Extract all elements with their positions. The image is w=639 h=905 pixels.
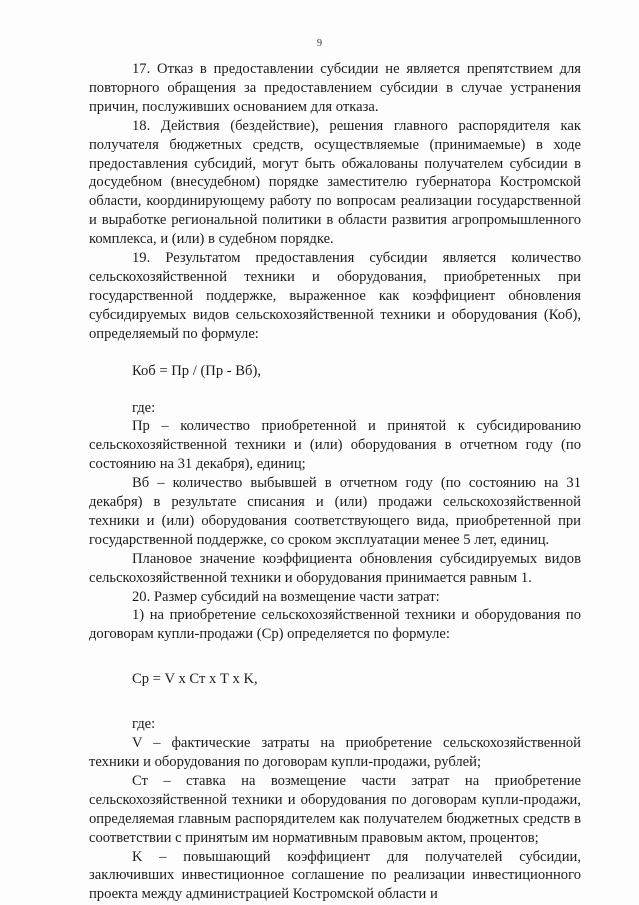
paragraph-plan-value: Плановое значение коэффициента обновления субсидируемых видов сельскохозяйственной техники и оборудования принимается равным 1. [89,550,581,586]
formula-kob: Коб = Пр / (Пр - Вб), [132,362,261,379]
formula-sr: Ср = V x Ст x Т x K, [132,671,258,688]
definition-k: K – повышающий коэффициент для получателей субсидии, заключивших инвестиционное соглашение по реализации инвестиционного проекта между администрацией Костромской области и [89,848,581,903]
paragraph-18: 18. Действия (бездействие), решения главного распорядителя как получателя бюджетных средств, осуществляемые (принимаемые) в ходе предоставления субсидий, могут быть обжалованы получателем субсидии в досудебном (внесудебном) порядке заместителю губернатора Костромской области, координирующему работу по вопросам реализации государственной и выработке региональной политики в области развития агропромышленного комплекса, и (или) в судебном порядке. [89,117,581,248]
where-label: где: [132,399,156,416]
paragraph-20-1: 1) на приобретение сельскохозяйственной техники и оборудования по договорам купли-продажи (Ср) определяется по формуле: [89,607,581,643]
paragraph-20: 20. Размер субсидий на возмещение части затрат: [132,588,440,605]
where-label: где: [132,716,156,733]
spacer [89,381,581,399]
definition-pr: Пр – количество приобретенной и принятой к субсидированию сельскохозяйственной техники и (или) оборудования в отчетном году (по состоянию на 31 декабря), единиц; [89,418,581,473]
spacer [89,644,581,670]
spacer [89,344,581,362]
definition-vb: Вб – количество выбывшей в отчетном году (по состоянию на 31 декабря) в результате списания и (или) продажи сельскохозяйственной техники и (или) оборудования соответствующего вида, приобретенной при государственной поддержке, со сроком эксплуатации менее 5 лет, единиц. [89,475,581,548]
definition-v: V – фактические затраты на приобретение сельскохозяйственной техники и оборудования по договорам купли-продажи, рублей; [89,735,581,770]
document-body [89,60,581,904]
definition-st: Ст – ставка на возмещение части затрат на приобретение сельскохозяйственной техники и оборудования по договорам купли-продажи, определяемая главным распорядителем как получателем бюджетных средств в соответствии с принятым им нормативным правовым актом, процентов; [89,772,581,846]
page-number: 9 [317,38,322,49]
paragraph-19: 19. Результатом предоставления субсидии является количество сельскохозяйственной техники и оборудования, приобретенных при государственной поддержке, выраженное как коэффициент обновления субсидируемых видов сельскохозяйственной техники и оборудования (Коб), определяемый по формуле: [89,250,581,342]
spacer [89,689,581,715]
paragraph-17: 17. Отказ в предоставлении субсидии не является препятствием для повторного обращения за предоставлением субсидии в случае устранения причин, послуживших основанием для отказа. [89,61,581,115]
